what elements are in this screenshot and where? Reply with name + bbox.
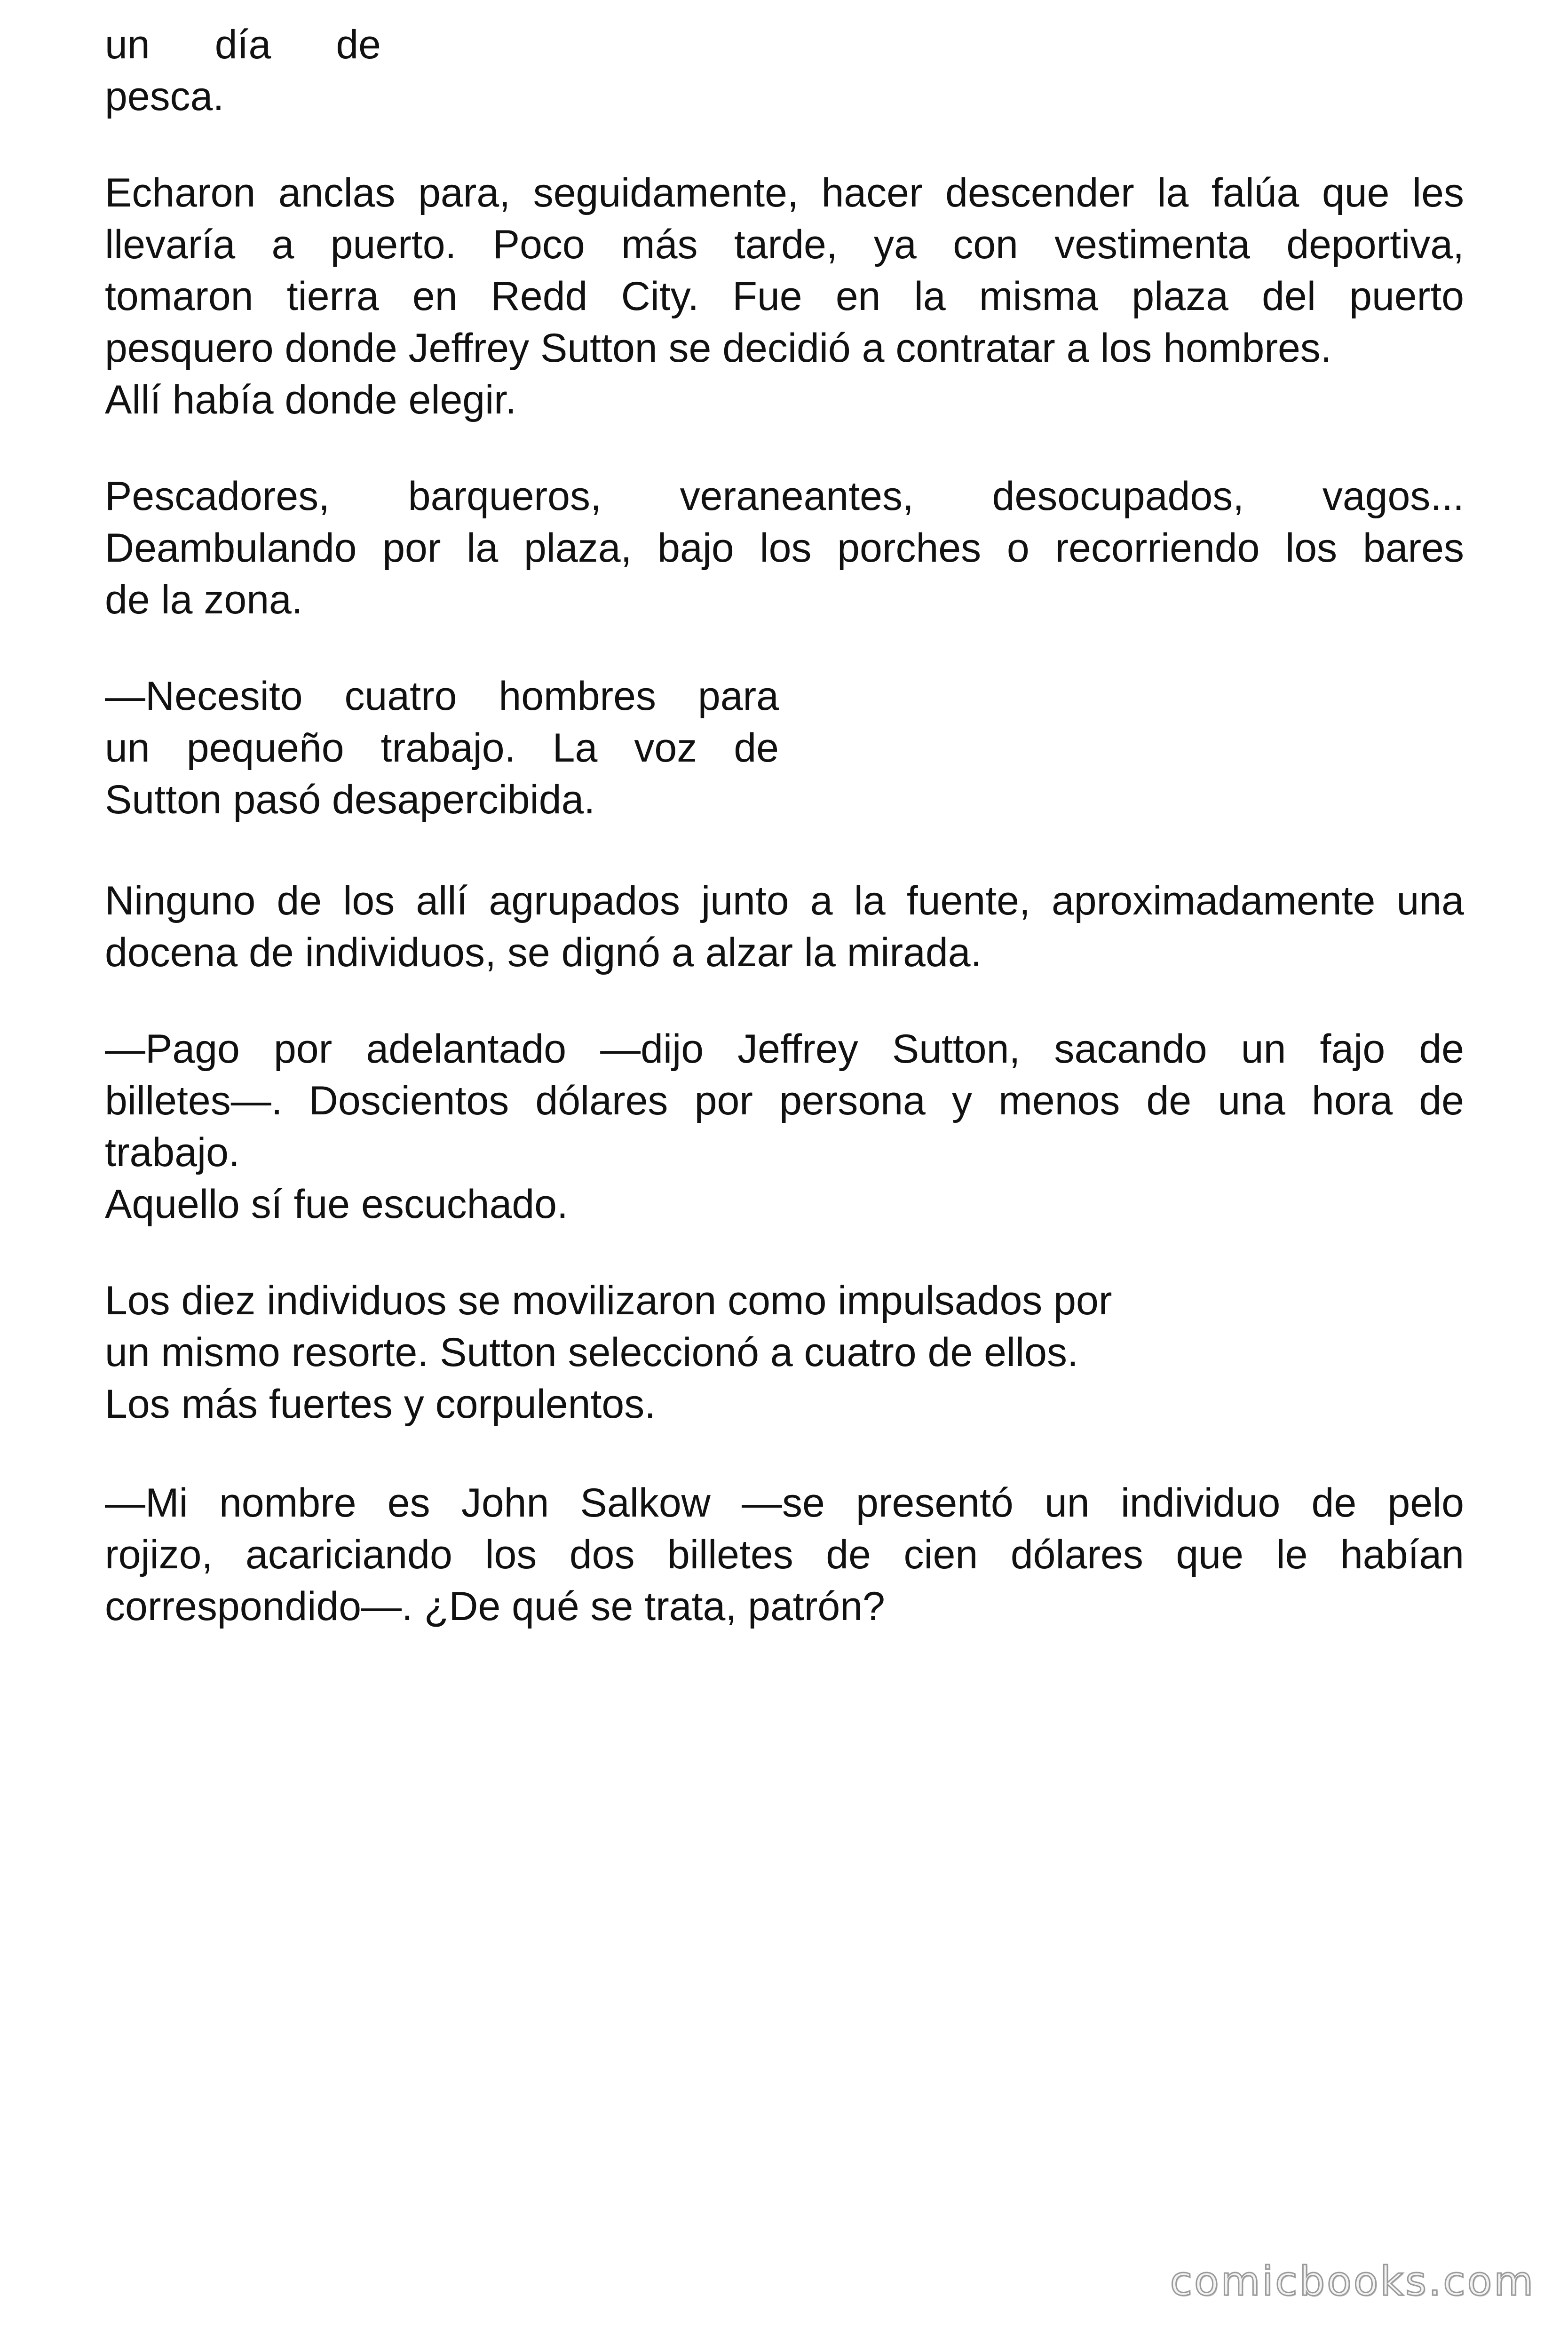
text-line: correspondido—. ¿De qué se trata, patrón? xyxy=(105,1584,885,1629)
paragraph-5 xyxy=(105,875,1464,978)
text-line: —Pago por adelantado —dijo Jeffrey Sutton, sacando un fajo de xyxy=(105,1026,1464,1072)
text-line: docena de individuos, se dignó a alzar la mirada. xyxy=(105,930,982,975)
text-line: Los diez individuos se movilizaron como impulsados por xyxy=(105,1278,1112,1323)
text-line: un pequeño trabajo. La voz de xyxy=(105,725,779,771)
paragraph-8 xyxy=(105,1477,1464,1632)
text-line: —Mi nombre es John Salkow —se presentó un individuo de pelo xyxy=(105,1480,1464,1526)
paragraph-6 xyxy=(105,1023,1464,1230)
text-line: pesquero donde Jeffrey Sutton se decidió a contratar a los hombres. xyxy=(105,326,1332,371)
text-line: Echaron anclas para, seguidamente, hacer descender la falúa que les xyxy=(105,170,1464,215)
text-line: Pescadores, barqueros, veraneantes, desocupados, vagos... xyxy=(105,474,1464,519)
paragraph-2 xyxy=(105,167,1464,426)
text-line: trabajo. xyxy=(105,1130,240,1175)
text-line: Allí había donde elegir. xyxy=(105,377,516,422)
text-line: un mismo resorte. Sutton seleccionó a cuatro de ellos. xyxy=(105,1330,1078,1375)
text-line: Ninguno de los allí agrupados junto a la fuente, aproximadamente una xyxy=(105,878,1464,923)
watermark-logo: comicbooks.com xyxy=(1170,2258,1535,2305)
text-line: Los más fuertes y corpulentos. xyxy=(105,1382,656,1427)
text-line: billetes—. Doscientos dólares por persona y menos de una hora de xyxy=(105,1078,1464,1123)
text-line: Sutton pasó desapercibida. xyxy=(105,777,595,822)
paragraph-1 xyxy=(105,19,1464,122)
text-line: rojizo, acariciando los dos billetes de cien dólares que le habían xyxy=(105,1532,1464,1577)
paragraph-4 xyxy=(105,670,1464,826)
text-line: —Necesito cuatro hombres para xyxy=(105,674,779,719)
text-line: pesca. xyxy=(105,74,224,119)
text-line: Deambulando por la plaza, bajo los porches o recorriendo los bares xyxy=(105,525,1464,571)
text-line: Aquello sí fue escuchado. xyxy=(105,1182,568,1227)
text-line: un día de xyxy=(105,22,381,67)
text-line: de la zona. xyxy=(105,577,303,622)
paragraph-7 xyxy=(105,1275,1464,1430)
paragraph-3 xyxy=(105,470,1464,626)
text-line: tomaron tierra en Redd City. Fue en la misma plaza del puerto xyxy=(105,274,1464,319)
text-line: llevaría a puerto. Poco más tarde, ya con vestimenta deportiva, xyxy=(105,222,1464,267)
